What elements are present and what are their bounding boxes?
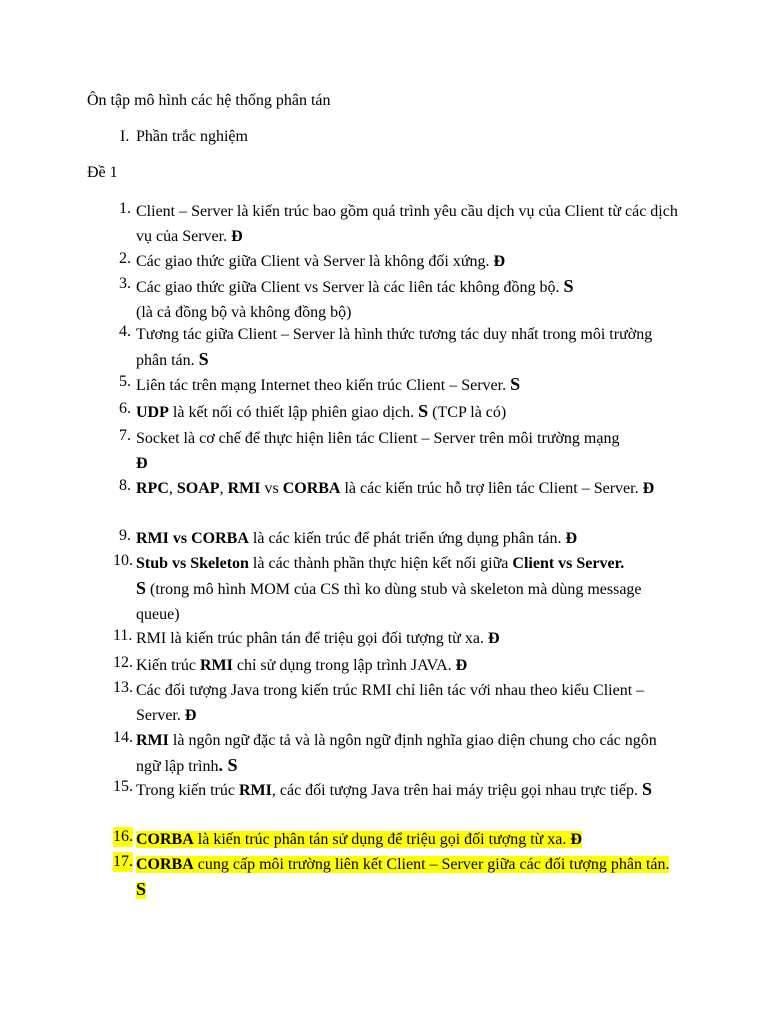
answer-mark: Đ xyxy=(455,657,468,674)
text-run: Client – Server là kiến trúc bao gồm quá trình yêu cầu dịch vụ của Client từ các dịch vụ của Server. xyxy=(136,203,678,245)
question-text xyxy=(136,199,681,249)
text-run: là các thành phần thực hiện kết nối giữa xyxy=(248,555,513,572)
section-number: I. xyxy=(120,128,130,145)
text-run: là ngôn ngữ đặc tả và là ngôn ngữ định nghĩa giao diện chung cho các ngôn ngữ lập trình xyxy=(136,732,657,775)
question-text xyxy=(136,653,681,678)
question-number: 7. xyxy=(119,427,131,444)
question-number: 13. xyxy=(113,679,133,696)
text-run: vs xyxy=(260,480,283,497)
answer-mark: Đ xyxy=(493,253,506,270)
question-number: 15. xyxy=(113,778,133,795)
bold-term: CORBA xyxy=(136,831,194,848)
text-run: , các đối tượng Java trên hai máy triệu gọi nhau trực tiếp. xyxy=(271,782,642,799)
question-text xyxy=(136,372,681,398)
text-run: Tương tác giữa Client – Server là hình thức tương tác duy nhất trong môi trường phân tán. xyxy=(136,326,653,369)
question-number: 1. xyxy=(119,200,131,217)
bold-term: UDP xyxy=(136,404,169,421)
answer-mark: S xyxy=(198,349,209,369)
question-text xyxy=(136,399,681,425)
bold-term: Stub vs Skeleton xyxy=(136,555,249,572)
document-title: Ôn tập mô hình các hệ thống phân tán xyxy=(87,92,331,109)
question-number: 6. xyxy=(119,400,131,417)
question-number: 16. xyxy=(113,828,133,845)
text-run: chỉ sử dụng trong lập trình JAVA. xyxy=(232,657,456,674)
answer-mark: S xyxy=(642,779,653,799)
text-run: là kết nối có thiết lập phiên giao dịch. xyxy=(168,404,419,421)
question-number: 11. xyxy=(113,627,133,644)
bold-term: RPC xyxy=(136,480,169,497)
answer-mark: S xyxy=(136,879,147,899)
section-heading: Phần trắc nghiệm xyxy=(136,128,248,145)
question-number: 5. xyxy=(119,373,131,390)
text-run: cung cấp môi trường liên kết Client – Server giữa các đối tượng phân tán. xyxy=(193,856,670,873)
bold-term: SOAP xyxy=(176,480,220,497)
text-run: (trong mô hình MOM của CS thì ko dùng stub và skeleton mà dùng message queue) xyxy=(136,581,642,623)
answer-mark: Đ xyxy=(231,228,243,245)
bold-term: RMI xyxy=(227,480,261,497)
question-number: 4. xyxy=(119,323,131,340)
text-run: Kiến trúc xyxy=(136,657,200,674)
question-text xyxy=(136,322,681,373)
answer-mark: S xyxy=(136,578,147,598)
question-number: 14. xyxy=(113,729,133,746)
bold-term: RMI vs CORBA xyxy=(136,530,249,547)
question-number: 17. xyxy=(113,853,133,870)
text-run: , xyxy=(168,480,177,497)
question-text xyxy=(136,274,681,325)
question-number: 12. xyxy=(113,654,133,671)
answer-mark: S xyxy=(418,401,429,421)
text-run: Liên tác trên mạng Internet theo kiến trúc Client – Server. xyxy=(136,377,511,394)
text-run: Trong kiến trúc xyxy=(136,782,239,799)
text-run: RMI là kiến trúc phân tán để triệu gọi đối tượng từ xa. xyxy=(136,630,488,647)
question-text xyxy=(136,728,681,779)
question-text xyxy=(136,626,681,651)
question-number: 2. xyxy=(119,250,131,267)
question-number: 3. xyxy=(119,275,131,292)
text-run: (TCP là có) xyxy=(428,404,507,421)
exam-label: Đề 1 xyxy=(87,164,118,181)
answer-mark: Đ xyxy=(487,630,500,647)
bold-term: RMI xyxy=(199,657,233,674)
text-run: (là cả đồng bộ và không đồng bộ) xyxy=(136,304,352,321)
question-text xyxy=(136,827,681,852)
question-text xyxy=(136,526,681,551)
bold-term: RMI xyxy=(238,782,272,799)
text-run: , xyxy=(219,480,228,497)
question-number: 8. xyxy=(119,477,131,494)
answer-mark: S xyxy=(563,276,574,296)
text-run: là các kiến trúc hỗ trợ liên tác Client – Server. xyxy=(340,480,643,497)
answer-mark: . S xyxy=(218,755,238,775)
text-run: Các giao thức giữa Client vs Server là các liên tác không đồng bộ. xyxy=(136,279,564,296)
question-text xyxy=(136,249,681,274)
text-run: là kiến trúc phân tán sử dụng để triệu gọi đối tượng từ xa. xyxy=(193,831,571,848)
text-run: Các giao thức giữa Client và Server là không đối xứng. xyxy=(136,253,494,270)
answer-mark: Đ xyxy=(642,480,655,497)
answer-mark: Đ xyxy=(136,455,148,472)
text-run: Các đối tượng Java trong kiến trúc RMI chỉ liên tác với nhau theo kiểu Client – Server. xyxy=(136,682,645,724)
bold-term: Client vs Server. xyxy=(512,555,625,572)
bold-term: CORBA xyxy=(136,856,194,873)
answer-mark: Đ xyxy=(570,831,582,848)
question-number: 9. xyxy=(119,527,131,544)
answer-mark: S xyxy=(510,374,521,394)
question-text xyxy=(136,551,681,627)
question-text xyxy=(136,426,681,476)
bold-term: CORBA xyxy=(282,480,341,497)
text-run: là các kiến trúc để phát triển ứng dụng phân tán. xyxy=(248,530,566,547)
question-text xyxy=(136,678,681,728)
question-text xyxy=(136,852,681,903)
question-text xyxy=(136,476,681,501)
question-number: 10. xyxy=(113,552,133,569)
bold-term: RMI xyxy=(136,732,169,749)
question-text xyxy=(136,777,681,803)
answer-mark: Đ xyxy=(565,530,578,547)
text-run: Socket là cơ chế để thực hiện liên tác Client – Server trên môi trường mạng xyxy=(136,430,620,447)
answer-mark: Đ xyxy=(184,707,197,724)
